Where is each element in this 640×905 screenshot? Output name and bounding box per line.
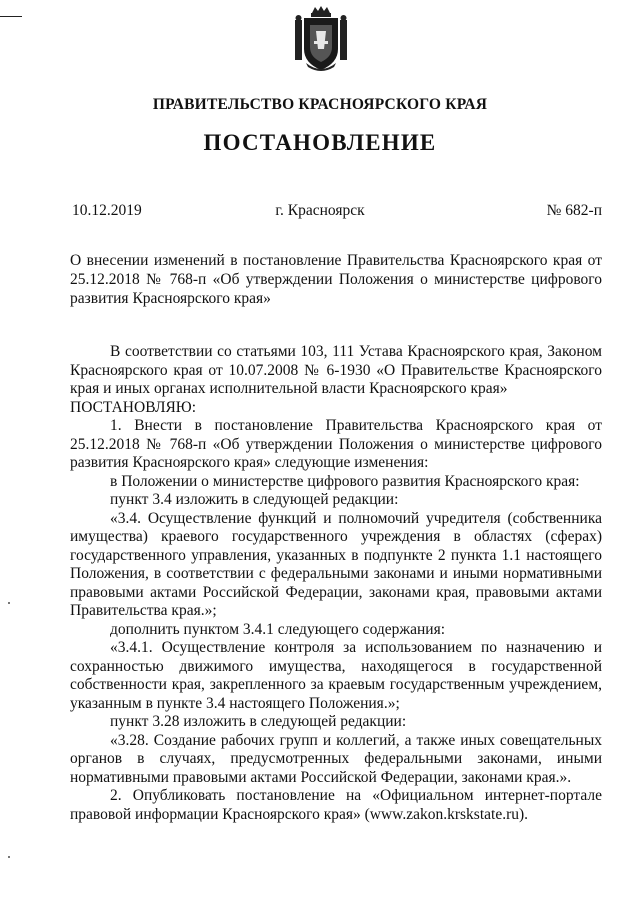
document-city: г. Красноярск <box>275 202 365 219</box>
krasnoyarsk-krai-coat-of-arms-icon <box>294 5 348 75</box>
scan-speck <box>8 856 10 858</box>
document-type-title: ПОСТАНОВЛЕНИЕ <box>203 130 437 155</box>
government-name: ПРАВИТЕЛЬСТВО КРАСНОЯРСКОГО КРАЯ <box>152 96 488 113</box>
document-number: № 682-п <box>546 202 602 219</box>
document-subject: О внесении изменений в постановление Правительства Красноярского края от 25.12.2018 № 768-п «Об утверждении Положения о министерстве цифрового развития Красноярского края» <box>70 252 602 307</box>
body-paragraph: дополнить пунктом 3.4.1 следующего содержания: <box>110 620 445 638</box>
scan-corner-mark <box>0 16 22 17</box>
body-paragraph: 1. Внести в постановление Правительства Красноярского края от 25.12.2018 № 768-п «Об утверждении Положения о министерстве цифрового развития Красноярского края» следующие изменения: <box>70 417 602 471</box>
document-body <box>70 343 602 824</box>
body-paragraph-resolve: ПОСТАНОВЛЯЮ: <box>70 398 197 416</box>
scan-speck <box>8 602 10 604</box>
document-date: 10.12.2019 <box>72 202 142 219</box>
body-paragraph: «3.4. Осуществление функций и полномочий учредителя (собственника имущества) краевого государственного учреждения в областях (сферах) государственного управления, указанных в подпункте 2 пункта 1.1 настоящего Положения, в соответствии с федеральными законами и иными нормативными правовыми актами Российской Федерации, законами края, правовыми актами Правительства края.»; <box>70 509 602 619</box>
body-paragraph: «3.28. Создание рабочих групп и коллегий, а также иных совещательных органов в случаях, предусмотренных федеральными законами, иными нормативными правовыми актами Российской Федерации, законами края.». <box>70 731 602 786</box>
body-paragraph: «3.4.1. Осуществление контроля за использованием по назначению и сохранностью движимого имущества, находящегося в государственной собственности края, закрепленного за краевым государственным учреждением, указанным в пункте 3.4 настоящего Положения.»; <box>70 639 602 712</box>
body-paragraph: в Положении о министерстве цифрового развития Красноярского края: <box>110 472 580 490</box>
body-paragraph: В соответствии со статьями 103, 111 Устава Красноярского края, Законом Красноярского края от 10.07.2008 № 6-1930 «О Правительстве Красноярского края и иных органах исполнительной власти Красноярского края» <box>70 343 602 397</box>
body-paragraph: пункт 3.4 изложить в следующей редакции: <box>110 491 399 508</box>
body-paragraph: 2. Опубликовать постановление на «Официальном интернет-портале правовой информации Красноярского края» (www.zakon.krskstate.ru). <box>70 787 602 823</box>
body-paragraph: пункт 3.28 изложить в следующей редакции: <box>110 713 407 730</box>
